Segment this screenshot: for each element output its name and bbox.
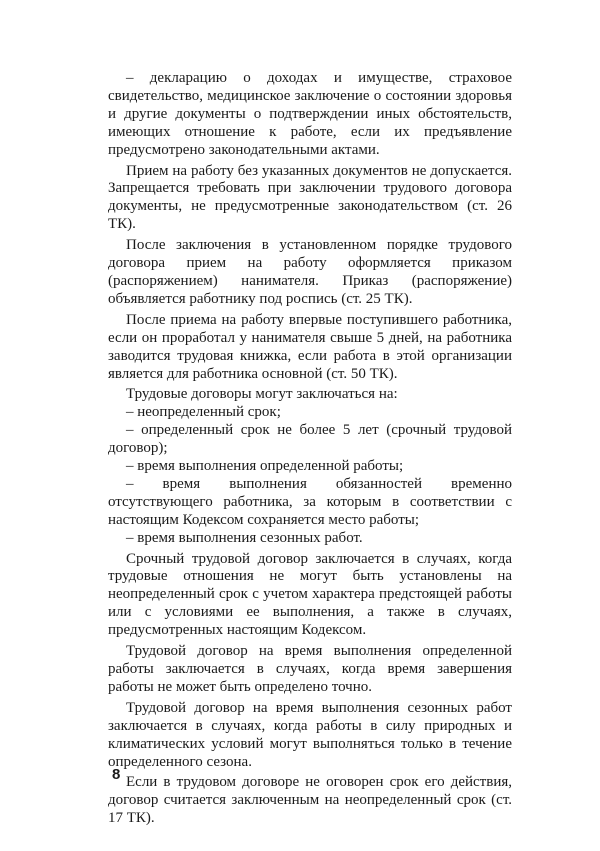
paragraph-hiring-order: После заключения в установленном порядке трудового договора прием на работу оформляется приказом (распоряжением) нанимателя. Приказ (распоряжение) объявляется работнику под роспись (ст. 25 ТК). — [108, 237, 512, 307]
list-item-seasonal-work: – время выполнения сезонных работ. — [126, 529, 363, 546]
paragraph-seasonal-contract: Трудовой договор на время выполнения сезонных работ заключается в случаях, когда работы в силу природных и климатических условий могут выполняться только в течение определенного сезона. — [108, 699, 512, 770]
page-number: 8 — [112, 766, 121, 783]
list-item-indefinite-term: – неопределенный срок; — [126, 404, 281, 421]
paragraph-declaration: – декларацию о доходах и имуществе, страховое свидетельство, медицинское заключение о состоянии здоровья и другие документы о подтверждении иных обстоятельств, имеющих отношение к работе, если их предъявление предусмотрено законодательными актами. — [108, 70, 512, 158]
paragraph-work-book: После приема на работу впервые поступившего работника, если он проработал у нанимателя свыше 5 дней, на работника заводится трудовая книжка, если работа в этой организации является для работника основной (ст. 50 ТК). — [108, 311, 512, 382]
list-item-fixed-term: – определенный срок не более 5 лет (срочный трудовой договор); — [108, 422, 512, 457]
list-item-specific-work: – время выполнения определенной работы; — [126, 458, 404, 475]
paragraph-contract-terms-intro: Трудовые договоры могут заключаться на: — [126, 386, 398, 403]
paragraph-specific-work-contract: Трудовой договор на время выполнения определенной работы заключается в случаях, когда время завершения работы не может быть определено точно. — [108, 643, 512, 695]
document-body — [108, 70, 512, 828]
paragraph-unspecified-term: Если в трудовом договоре не оговорен срок его действия, договор считается заключенным на неопределенный срок (ст. 17 ТК). — [108, 774, 512, 827]
paragraph-hiring-without-documents: Прием на работу без указанных документов не допускается. Запрещается требовать при заключении трудового договора документы, не предусмотренные законодательством (ст. 26 ТК). — [108, 162, 512, 233]
list-item-absent-employee: – время выполнения обязанностей временно отсутствующего работника, за которым в соответствии с настоящим Кодексом сохраняется место работы; — [108, 475, 512, 528]
paragraph-fixed-term-contract: Срочный трудовой договор заключается в случаях, когда трудовые отношения не могут быть установлены на неопределенный срок с учетом характера предстоящей работы или с условиями ее выполнения, а также в случаях, предусмотренных настоящим Кодексом. — [108, 550, 512, 639]
